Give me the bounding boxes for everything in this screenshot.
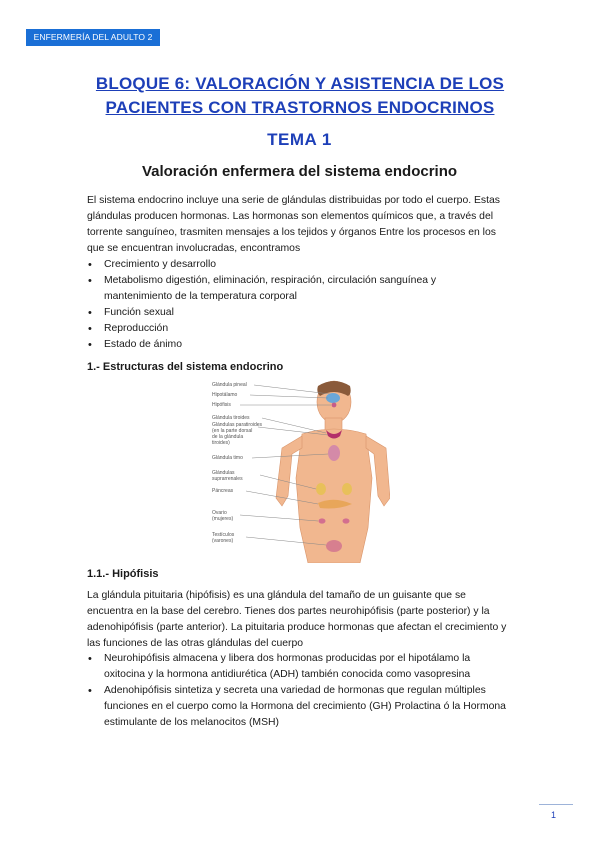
- figure-label: Glándula pineal: [212, 382, 247, 388]
- intro-paragraph: El sistema endocrino incluye una serie de glándulas distribuidas por todo el cuerpo. Estas glándulas producen hormonas. Las hormonas son elementos químicos que, a través del torrente sanguíneo, trasmiten mensajes a los tejidos y órganos Entre los procesos en los que se encuentran involucradas, encontramos: [87, 195, 500, 254]
- list-item: • Metabolismo digestión, eliminación, respiración, circulación sanguínea y mantenimiento de la temperatura corporal: [87, 273, 507, 305]
- endocrine-system-figure: [210, 378, 390, 563]
- list-item: • Función sexual: [87, 305, 507, 321]
- header-label: ENFERMERÍA DEL ADULTO 2: [26, 29, 160, 46]
- figure-label: Hipófisis: [212, 402, 231, 408]
- footer-divider: [539, 804, 573, 805]
- functions-list: [87, 257, 507, 353]
- hipofisis-paragraph: La glándula pituitaria (hipófisis) es una glándula del tamaño de un guisante que se encuentra en la base del cerebro. Tienes dos partes neurohipófisis (parte posterior) y la adenohipófisis (parte anterior). La pituitaria produce hormonas que afectan el crecimiento y las funciones de las otras glándulas del cuerpo: [87, 590, 507, 649]
- list-item: • Estado de ánimo: [87, 337, 507, 353]
- figure-label: Ovario (mujeres): [212, 510, 234, 522]
- section-heading-hipofisis: 1.1.- Hipófisis: [87, 568, 159, 580]
- tema-heading: TEMA 1: [267, 130, 332, 149]
- figure-label: Glándula tiroides: [212, 415, 250, 421]
- block-title-line-2: PACIENTES CON TRASTORNOS ENDOCRINOS: [105, 98, 495, 117]
- figure-label: Glándula timo: [212, 455, 243, 461]
- figure-label: Páncreas: [212, 488, 234, 494]
- figure-label: Testículos (varones): [212, 532, 235, 544]
- page-number: 1: [551, 810, 557, 820]
- hipofisis-list: [87, 651, 507, 731]
- main-title: Valoración enfermera del sistema endocrino: [141, 163, 458, 180]
- list-item: • Crecimiento y desarrollo: [87, 257, 507, 273]
- figure-label: Glándulas suprarrenales: [212, 470, 243, 482]
- block-title: [60, 72, 540, 120]
- section-heading-structures: 1.- Estructuras del sistema endocrino: [87, 361, 284, 373]
- list-item: • Neurohipófisis almacena y libera dos hormonas producidas por el hipotálamo la oxitocina y la hormona antidiurética (ADH) también conocida como vasopresina: [87, 651, 507, 683]
- hypothalamus-gland: [326, 393, 340, 403]
- block-title-line-1: BLOQUE 6: VALORACIÓN Y ASISTENCIA DE LOS: [95, 74, 505, 93]
- list-item: • Adenohipófisis sintetiza y secreta una variedad de hormonas que regulan múltiples funciones en el cuerpo como la Hormona del crecimiento (GH) Prolactina ó la Hormona estimulante de los melanocitos (MSH): [87, 683, 507, 731]
- list-item: • Reproducción: [87, 321, 507, 337]
- figure-label: Hipotálamo: [212, 392, 238, 398]
- figure-label: Glándulas paratiroides (en la parte dorsal de la glándula tiroides): [212, 422, 263, 446]
